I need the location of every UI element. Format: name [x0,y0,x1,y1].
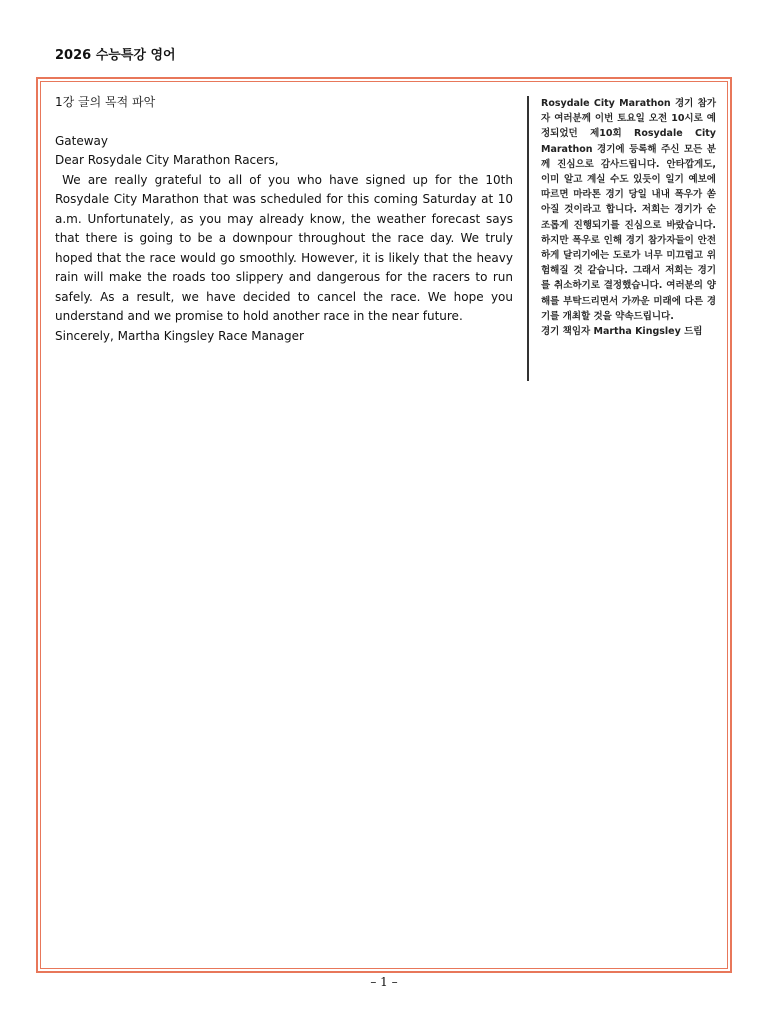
page-header-title: 2026 수능특강 영어 [55,48,176,63]
korean-translation-column [527,96,716,381]
page-number: – 1 – [370,975,398,989]
letter-body: We are really grateful to all of you who have signed up for the 10th Rosydale City Marathon that was scheduled for this coming Saturday at 10 a.m. Unfortunately, as you may already know, the weather forecast says that there is going to be a downpour throughout the race day. We truly hoped that the race would go smoothly. However, it is likely that the heavy rain will make the roads too slippery and dangerous for the racers to run safely. As a result, we have decided to cancel the race. We hope you understand and we promise to hold another race in the near future. [55,172,517,323]
section-label: Gateway [55,133,109,148]
translation-signature: 경기 책임자 Martha Kingsley 드림 [541,326,703,338]
letter-greeting: Dear Rosydale City Marathon Racers, [55,153,279,167]
lesson-title: 1강 글의 목적 파악 [55,95,156,109]
translation-text: Rosydale City Marathon 경기 참가자 여러분께 이번 토요일 오전 10시로 예정되었던 제10회 Rosydale City Marathon 경기에 등록해 주신 모든 분께 진심으로 감사드립니다. 안타깝게도, 이미 알고 계실 수도 있듯이 일기 예보에 따르면 마라톤 경기 당일 내내 폭우가 쏟아질 것이라고 합니다. 저희는 경기가 순조롭게 진행되기를 진심으로 바랐습니다. 하지만 폭우로 인해 경기 참가자들이 안전하게 달리기에는 도로가 너무 미끄럽고 위험해질 것 같습니다. 그래서 저희는 경기를 취소하기로 결정했습니다. 여러분의 양해를 부탁드리면서 가까운 미래에 다른 경기를 개최할 것을 약속드립니다. [541,98,716,322]
letter-closing: Sincerely, Martha Kingsley Race Manager [55,328,304,343]
english-passage-column [55,93,517,346]
